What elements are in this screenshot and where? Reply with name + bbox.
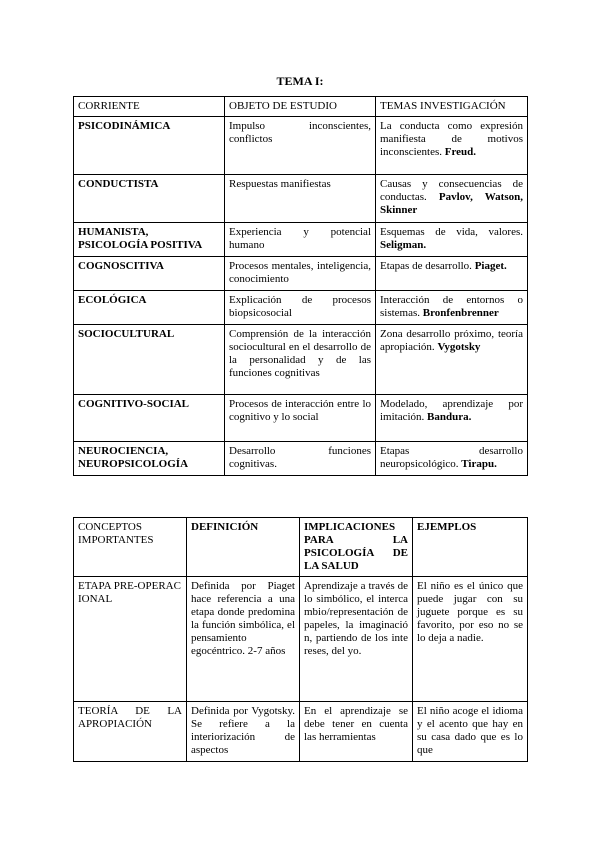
current-topics: Etapas de desarrollo. Piaget. [376,256,528,290]
author: Seligman. [380,238,427,251]
current-name: COGNITIVO-SOCIAL [74,394,225,441]
current-object: Procesos de interacción entre lo cognitivo y lo social [225,394,376,441]
author: Freud. [444,145,477,158]
current-topics: Esquemas de vida, valores. Seligman. [376,222,528,256]
author: Tirapu. [461,457,497,470]
table-row [74,394,528,441]
concept-definition: Definida por Vygotsky. Se refiere a la interiorización de aspectos [187,701,300,761]
header-objeto: OBJETO DE ESTUDIO [225,97,376,117]
current-topics: La conducta como expresión manifiesta de motivos inconscientes. Freud. [376,116,528,174]
table-header-row [74,97,528,117]
table-row [74,576,528,701]
author: Bandura. [427,410,472,423]
concept-examples: El niño es el único que puede jugar con su juguete porque es su favorito, por eso no se lo deja a nadie. [413,576,528,701]
concept-name: TEORÍA DE LA APROPIACIÓN [74,701,187,761]
header-temas: TEMAS INVESTIGACIÓN [376,97,528,117]
current-name: COGNOSCITIVA [74,256,225,290]
current-object: Impulso inconscientes, conflictos [225,116,376,174]
table-row [74,441,528,475]
current-topics: Zona desarrollo próximo, teoría apropiación. Vygotsky [376,324,528,394]
current-object: Experiencia y potencial humano [225,222,376,256]
table-header-row [74,518,528,577]
current-topics: Modelado, aprendizaje por imitación. Bandura. [376,394,528,441]
current-object: Respuestas manifiestas [225,174,376,222]
current-topics: Causas y consecuencias de conductas. Pavlov, Watson, Skinner [376,174,528,222]
concept-definition: Definida por Piaget hace referencia a una etapa donde predomina la función simbólica, el pensamiento egocéntrico. 2-7 años [187,576,300,701]
current-object: Comprensión de la interacción sociocultural en el desarrollo de la personalidad y de las funciones cognitivas [225,324,376,394]
table-row [74,290,528,324]
header-ejemplos: EJEMPLOS [413,518,528,577]
author: Piaget. [474,259,507,272]
current-object: Desarrollo funciones cognitivas. [225,441,376,475]
table-row [74,701,528,761]
current-object: Explicación de procesos biopsicosocial [225,290,376,324]
currents-table [73,96,528,476]
header-implicaciones: IMPLICACIONES PARA LA PSICOLOGÍA DE LA SALUD [300,518,413,577]
concept-name: ETAPA PRE-OPERACIONAL [74,576,187,701]
author: Bronfenbrenner [422,306,499,319]
header-conceptos: CONCEPTOS IMPORTANTES [74,518,187,577]
page-title: TEMA I: [276,74,324,88]
table-row [74,256,528,290]
current-topics: Interacción de entornos o sistemas. Bronfenbrenner [376,290,528,324]
author: Pavlov, Watson, Skinner [380,190,523,216]
header-definicion: DEFINICIÓN [187,518,300,577]
current-object: Procesos mentales, inteligencia, conocimiento [225,256,376,290]
current-topics: Etapas desarrollo neuropsicológico. Tirapu. [376,441,528,475]
current-name: HUMANISTA, PSICOLOGÍA POSITIVA [74,222,225,256]
current-name: NEUROCIENCIA, NEUROPSICOLOGÍA [74,441,225,475]
concepts-table [73,517,528,762]
concept-examples: El niño acoge el idioma y el acento que hay en su casa dado que es lo que [413,701,528,761]
concept-implications: En el aprendizaje se debe tener en cuenta las herramientas [300,701,413,761]
current-name: PSICODINÁMICA [74,116,225,174]
current-name: CONDUCTISTA [74,174,225,222]
table-row [74,116,528,174]
current-name: ECOLÓGICA [74,290,225,324]
table-row [74,222,528,256]
table-row [74,324,528,394]
current-name: SOCIOCULTURAL [74,324,225,394]
concept-implications: Aprendizaje a través de lo simbólico, el intercambio/representación de papeles, la imaginación, partiendo de los intereses, del yo. [300,576,413,701]
header-corriente: CORRIENTE [74,97,225,117]
table-row [74,174,528,222]
author: Vygotsky [437,340,481,353]
